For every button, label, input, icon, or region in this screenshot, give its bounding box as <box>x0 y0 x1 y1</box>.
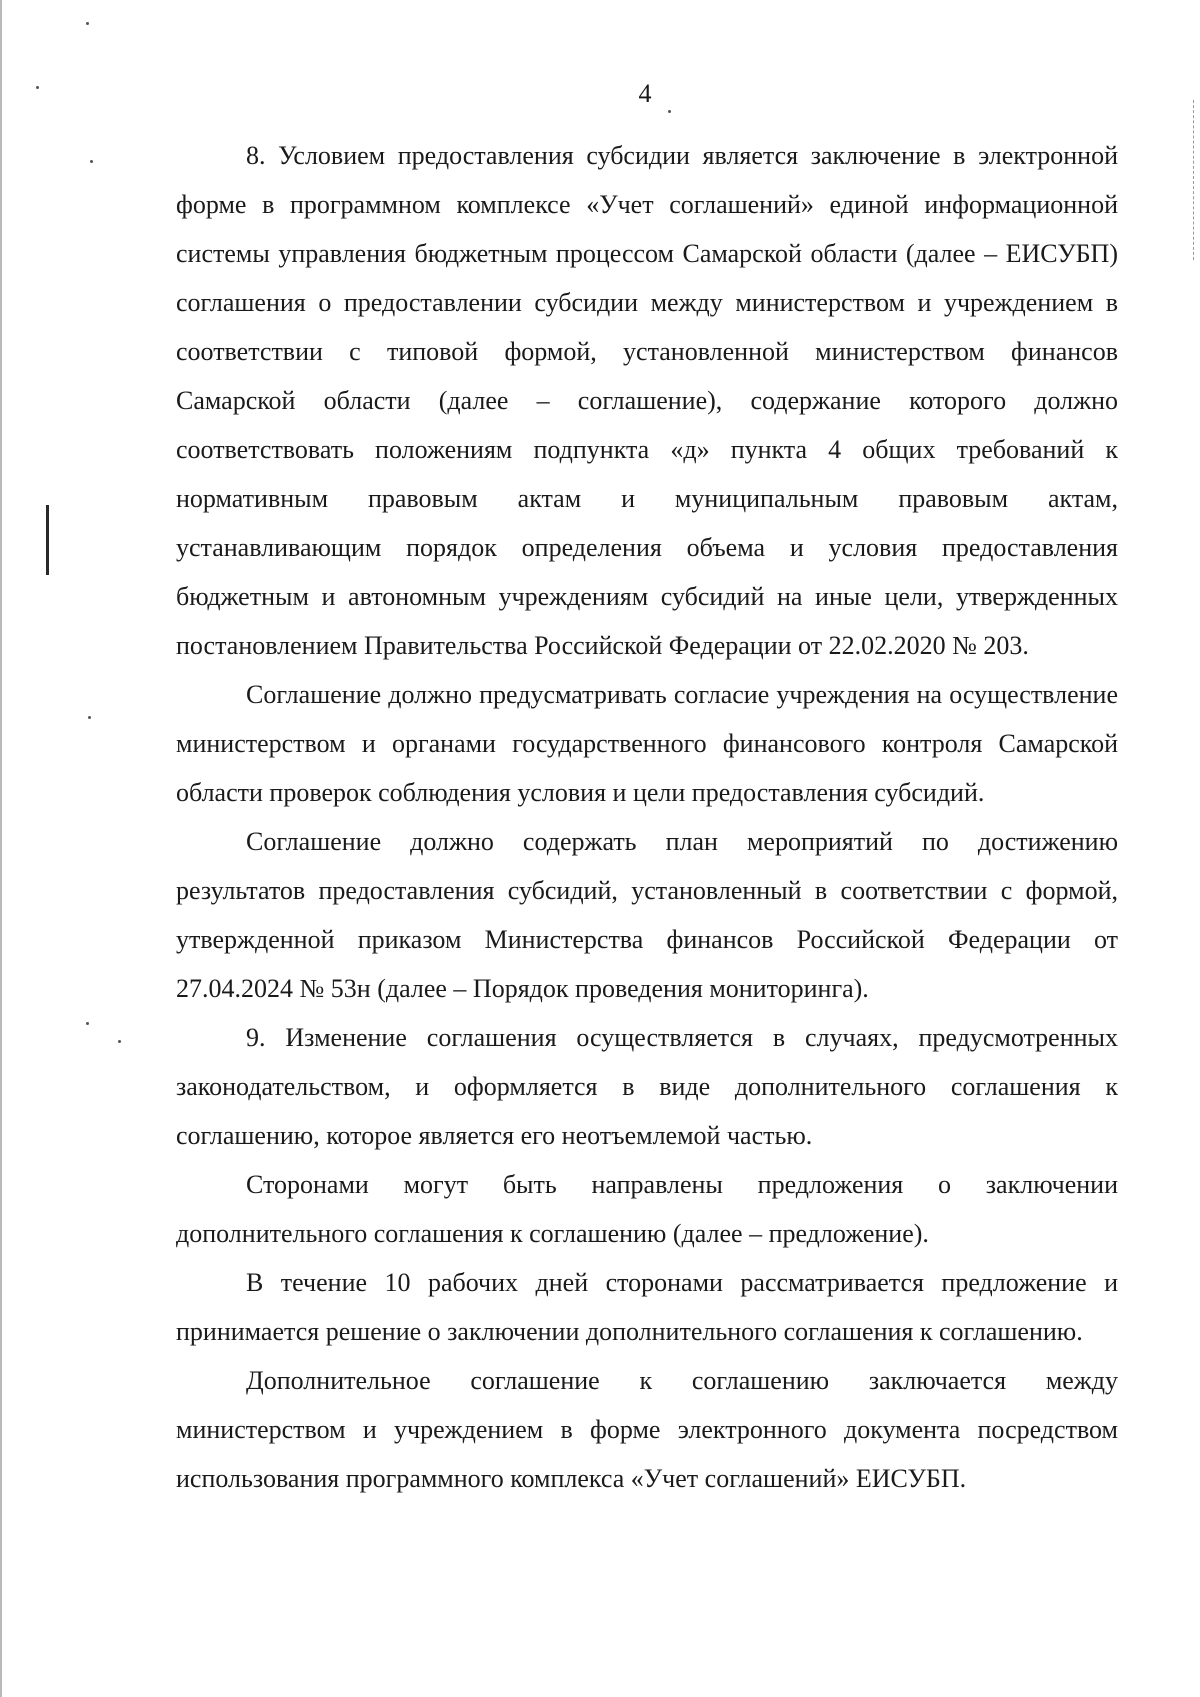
paragraph-additional-agreement: Дополнительное соглашение к соглашению заключается между министерством и учреждением в форме электронного документа посредством использования программного комплекса «Учет соглашений» ЕИСУБП. <box>176 1366 1118 1493</box>
document-body <box>176 131 1118 1503</box>
paragraph-agreement-consent: Соглашение должно предусматривать согласие учреждения на осуществление министерством и органами государственного финансового контроля Самарской области проверок соблюдения условия и цели предоставления субсидий. <box>176 680 1118 807</box>
paragraph-9: 9. Изменение соглашения осуществляется в случаях, предусмотренных законодательством, и оформляется в виде дополнительного соглашения к соглашению, которое является его неотъемлемой частью. <box>176 1023 1118 1150</box>
scan-edge-left <box>0 0 2 1697</box>
scan-speck <box>118 1040 121 1043</box>
scan-speck <box>86 1022 89 1025</box>
scan-speck <box>88 716 91 719</box>
paragraph-8: 8. Условием предоставления субсидии является заключение в электронной форме в программном комплексе «Учет соглашений» единой информационной системы управления бюджетным процессом Самарской области (далее – ЕИСУБП) соглашения о предоставлении субсидии между министерством и учреждением в соответствии с типовой формой, установленной министерством финансов Самарской области (далее – соглашение), содержание которого должно соответствовать положениям подпункта «д» пункта 4 общих требований к нормативным правовым актам и муниципальным правовым актам, устанавливающим порядок определения объема и условия предоставления бюджетным и автономным учреждениям субсидий на иные цели, утвержденных постановлением Правительства Российской Федерации от 22.02.2020 № 203. <box>176 141 1118 660</box>
paragraph-agreement-plan: Соглашение должно содержать план мероприятий по достижению результатов предоставления субсидий, установленный в соответствии с формой, утвержденной приказом Министерства финансов Российской Федерации от 27.04.2024 № 53н (далее – Порядок проведения мониторинга). <box>176 827 1118 1003</box>
scan-mark <box>46 505 49 575</box>
scan-speck <box>86 22 89 25</box>
scan-edge-right <box>1192 100 1194 260</box>
paragraph-review-period: В течение 10 рабочих дней сторонами рассматривается предложение и принимается решение о заключении дополнительного соглашения к соглашению. <box>176 1268 1118 1346</box>
scan-speck <box>668 110 671 113</box>
paragraph-proposals: Сторонами могут быть направлены предложения о заключении дополнительного соглашения к соглашению (далее – предложение). <box>176 1170 1118 1248</box>
page-number: 4 <box>638 79 652 108</box>
scan-speck <box>90 160 93 163</box>
